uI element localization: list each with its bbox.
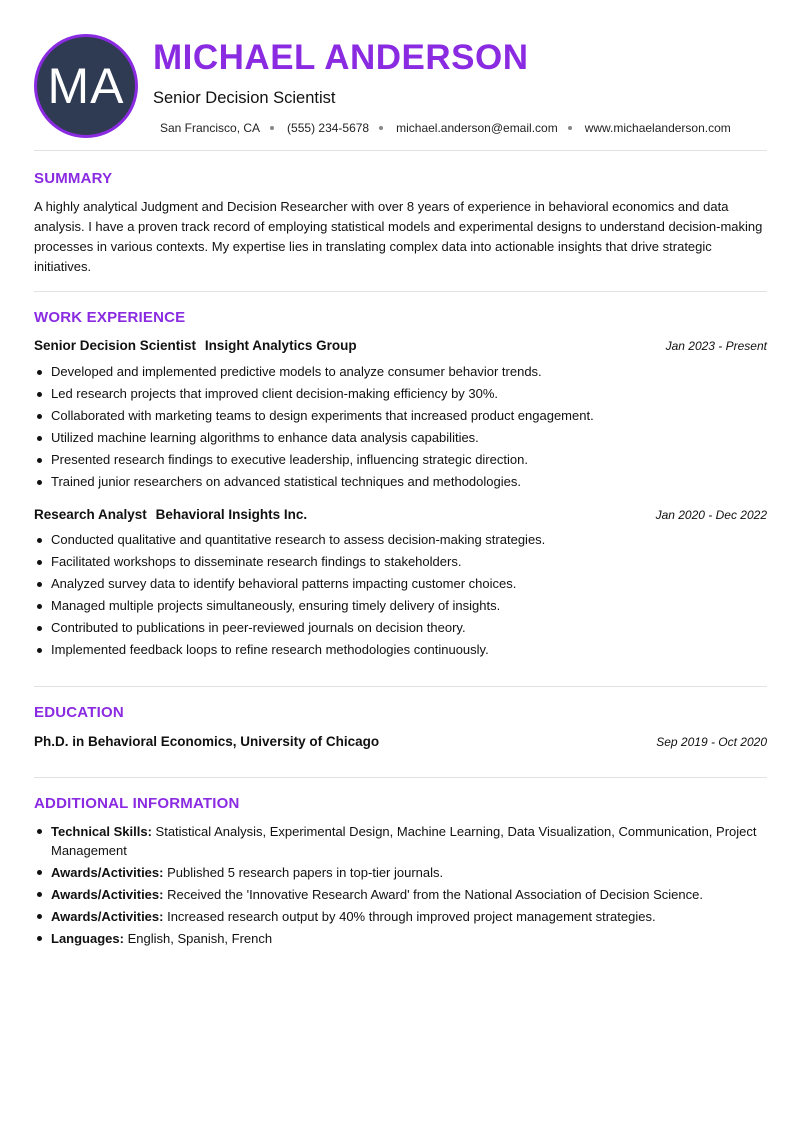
- contact-location: San Francisco, CA: [160, 121, 261, 135]
- education-heading: EDUCATION: [34, 704, 124, 721]
- info-key: Awards/Activities:: [51, 887, 164, 902]
- job-date: Jan 2023 - Present: [665, 339, 767, 353]
- job-date: Jan 2020 - Dec 2022: [655, 508, 767, 522]
- list-item: Utilized machine learning algorithms to enhance data analysis capabilities.: [34, 429, 767, 451]
- list-item: [34, 929, 767, 948]
- additional-heading: ADDITIONAL INFORMATION: [34, 795, 240, 812]
- list-item: Implemented feedback loops to refine research methodologies continuously.: [34, 641, 767, 663]
- separator-dot-icon: [270, 126, 274, 130]
- info-value: Increased research output by 40% through improved project management strategies.: [167, 909, 656, 924]
- job-title: Senior Decision Scientist: [34, 338, 197, 353]
- job-header: [34, 506, 767, 524]
- contact-email[interactable]: michael.anderson@email.com: [396, 121, 558, 135]
- info-key: Awards/Activities:: [51, 865, 164, 880]
- avatar: [34, 34, 138, 138]
- info-key: Technical Skills:: [51, 824, 152, 839]
- list-item: [34, 885, 767, 904]
- list-item: Led research projects that improved client decision-making efficiency by 30%.: [34, 385, 767, 407]
- divider: [34, 150, 767, 151]
- education-date: Sep 2019 - Oct 2020: [656, 735, 767, 749]
- info-key: Languages:: [51, 931, 124, 946]
- list-item: Collaborated with marketing teams to design experiments that increased product engagement.: [34, 407, 767, 429]
- separator-dot-icon: [379, 126, 383, 130]
- avatar-initials: MA: [47, 58, 125, 114]
- job-bullets: [34, 531, 767, 663]
- divider: [34, 777, 767, 778]
- candidate-role: Senior Decision Scientist: [153, 89, 336, 107]
- additional-list: [34, 822, 767, 951]
- info-value: English, Spanish, French: [127, 931, 273, 946]
- contact-phone: (555) 234-5678: [287, 121, 370, 135]
- job-title: Research Analyst: [34, 507, 147, 522]
- list-item: [34, 907, 767, 926]
- list-item: Contributed to publications in peer-reviewed journals on decision theory.: [34, 619, 767, 641]
- info-value: Published 5 research papers in top-tier journals.: [167, 865, 444, 880]
- education-entry: [34, 733, 767, 751]
- info-key: Awards/Activities:: [51, 909, 164, 924]
- summary-heading: SUMMARY: [34, 170, 113, 187]
- job-company: Behavioral Insights Inc.: [155, 507, 308, 522]
- job-bullets: [34, 363, 767, 495]
- job-header: [34, 337, 767, 355]
- contact-website[interactable]: www.michaelanderson.com: [584, 121, 731, 135]
- list-item: [34, 863, 767, 882]
- list-item: Presented research findings to executive leadership, influencing strategic direction.: [34, 451, 767, 473]
- divider: [34, 291, 767, 292]
- info-value: Received the 'Innovative Research Award' from the National Association of Decision Science.: [167, 887, 703, 902]
- experience-heading: WORK EXPERIENCE: [34, 309, 186, 326]
- summary-text: A highly analytical Judgment and Decision Researcher with over 8 years of experience in behavioral economics and data analysis. I have a proven track record of employing statistical models and experimental designs to understand decision-making processes in various contexts. My expertise lies in translating complex data into actionable insights that drive strategic initiatives.: [34, 199, 763, 274]
- job-company: Insight Analytics Group: [204, 338, 357, 353]
- separator-dot-icon: [568, 126, 572, 130]
- info-value: Statistical Analysis, Experimental Design, Machine Learning, Data Visualization, Communication, Project Management: [51, 824, 757, 858]
- list-item: Analyzed survey data to identify behavioral patterns impacting customer choices.: [34, 575, 767, 597]
- list-item: Facilitated workshops to disseminate research findings to stakeholders.: [34, 553, 767, 575]
- list-item: Managed multiple projects simultaneously, ensuring timely delivery of insights.: [34, 597, 767, 619]
- contact-line: [160, 121, 731, 135]
- candidate-name: MICHAEL ANDERSON: [153, 38, 529, 77]
- list-item: Conducted qualitative and quantitative research to assess decision-making strategies.: [34, 531, 767, 553]
- list-item: Developed and implemented predictive models to analyze consumer behavior trends.: [34, 363, 767, 385]
- list-item: Trained junior researchers on advanced statistical techniques and methodologies.: [34, 473, 767, 495]
- divider: [34, 686, 767, 687]
- education-degree: Ph.D. in Behavioral Economics, University of Chicago: [34, 734, 380, 749]
- list-item: [34, 822, 767, 860]
